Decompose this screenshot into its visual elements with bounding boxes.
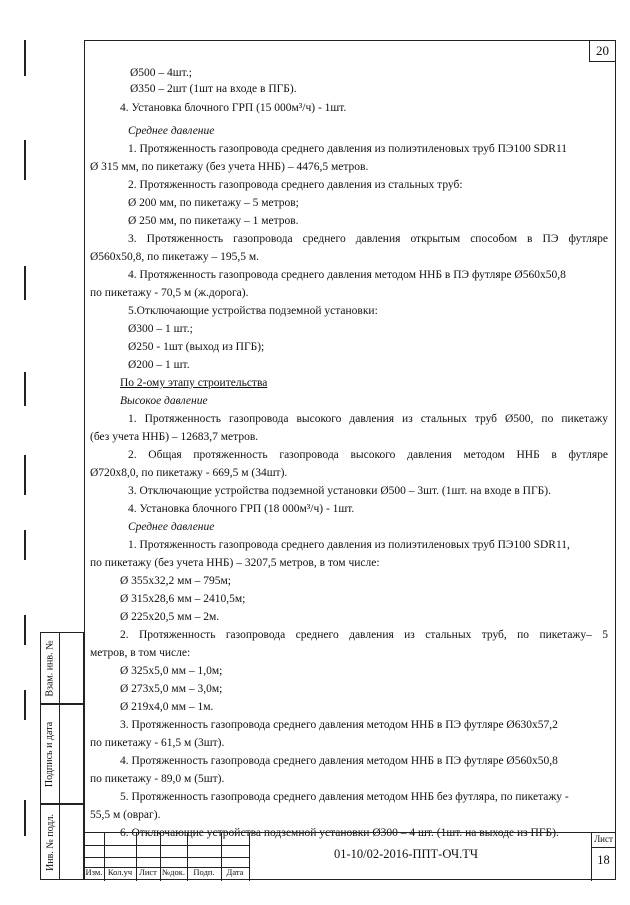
text-line: По 2-ому этапу строительства	[120, 377, 268, 389]
header-izm: Изм.	[85, 867, 103, 877]
page-number: 20	[589, 40, 616, 62]
text-line: Высокое давление	[120, 395, 208, 407]
header-kol-uch: Кол.уч	[107, 867, 133, 877]
text-line: метров, в том числе:	[90, 647, 191, 659]
text-line: по пикетажу - 61,5 м (3шт).	[90, 737, 225, 749]
header-n-dok: №док.	[162, 867, 185, 877]
text-line: 4. Протяженность газопровода среднего давления методом ННБ в ПЭ футляре Ø560x50,8	[120, 755, 558, 767]
text-line: Ø300 – 1 шт.;	[128, 323, 193, 335]
text-line: Ø 225x20,5 мм – 2м.	[120, 611, 220, 623]
text-line: (без учета ННБ) – 12683,7 метров.	[90, 431, 259, 443]
text-line: 1. Протяженность газопровода среднего давления из полиэтиленовых труб ПЭ100 SDR11,	[128, 539, 570, 551]
stamp-podpis-label: Подпись и дата	[44, 721, 56, 787]
text-line: Ø 200 мм, по пикетажу – 5 метров;	[128, 197, 299, 209]
text-line: Ø250 - 1шт (выход из ПГБ);	[128, 341, 265, 353]
margin-mark	[24, 40, 26, 76]
text-line: 4. Протяженность газопровода среднего давления методом ННБ в ПЭ футляре Ø560x50,8	[128, 269, 566, 281]
text-line: по пикетажу - 89,0 м (5шт).	[90, 773, 225, 785]
margin-mark	[24, 140, 26, 180]
margin-mark	[24, 455, 26, 495]
header-data: Дата	[226, 867, 244, 877]
stamp-vzam	[40, 632, 84, 704]
text-line: Ø200 – 1 шт.	[128, 359, 190, 371]
margin-mark	[24, 615, 26, 645]
title-block	[84, 832, 616, 881]
text-line: Ø350 – 2шт (1шт на входе в ПГБ).	[130, 83, 297, 95]
text-line: Ø 219x4,0 мм – 1м.	[120, 701, 214, 713]
margin-mark	[24, 372, 26, 406]
text-line: Ø 250 мм, по пикетажу – 1 метров.	[128, 215, 299, 227]
sheet-number: 18	[597, 853, 610, 867]
text-line: Среднее давление	[128, 521, 215, 533]
text-line: 1. Протяженность газопровода высокого давления из стальных труб Ø500, по пикетажу	[128, 413, 608, 425]
text-line: Ø720x8,0, по пикетажу - 669,5 м (34шт).	[90, 467, 288, 479]
margin-mark	[24, 266, 26, 300]
text-line: Ø 315x28,6 мм – 2410,5м;	[120, 593, 246, 605]
stamp-podpis	[40, 704, 84, 804]
text-line: Ø 273x5,0 мм – 3,0м;	[120, 683, 223, 695]
text-line: по пикетажу - 70,5 м (ж.дорога).	[90, 287, 249, 299]
header-podp: Подп.	[193, 867, 215, 877]
margin-mark	[24, 690, 26, 720]
text-line: 3. Отключающие устройства подземной установки Ø500 – 3шт. (1шт. на входе в ПГБ).	[128, 485, 551, 497]
text-line: 55,5 м (овраг).	[90, 809, 161, 821]
text-line: 5. Протяженность газопровода среднего давления методом ННБ без футляра, по пикетажу -	[120, 791, 569, 803]
text-line: по пикетажу (без учета ННБ) – 3207,5 метров, в том числе:	[90, 557, 380, 569]
text-line: 6. Отключающие устройства подземной установки Ø300 – 4 шт. (1шт. на выходе из ПГБ).	[120, 827, 559, 839]
document-code: 01-10/02-2016-ППТ-ОЧ.ТЧ	[334, 847, 479, 861]
text-line: 2. Общая протяженность газопровода высокого давления методом ННБ в футляре	[128, 449, 608, 461]
text-line: Среднее давление	[128, 125, 215, 137]
stamp-inv	[40, 804, 84, 880]
text-line: Ø 355x32,2 мм – 795м;	[120, 575, 231, 587]
stamp-inv-label: Инв. № подл.	[44, 813, 56, 871]
text-line: 2. Протяженность газопровода среднего давления из стальных труб, по пикетажу– 5	[120, 629, 608, 641]
text-line: 4. Установка блочного ГРП (18 000м³/ч) - 1шт.	[128, 503, 355, 515]
text-line: Ø560x50,8, по пикетажу – 195,5 м.	[90, 251, 260, 263]
text-line: 1. Протяженность газопровода среднего давления из полиэтиленовых труб ПЭ100 SDR11	[128, 143, 568, 155]
margin-mark	[24, 800, 26, 836]
text-line: 4. Установка блочного ГРП (15 000м³/ч) - 1шт.	[120, 102, 347, 114]
text-line: Ø 315 мм, по пикетажу (без учета ННБ) – 4476,5 метров.	[90, 161, 369, 173]
text-line: 2. Протяженность газопровода среднего давления из стальных труб:	[128, 179, 463, 191]
header-list: Лист	[139, 867, 157, 877]
text-line: 3. Протяженность газопровода среднего давления открытым способом в ПЭ футляре	[128, 233, 608, 245]
text-line: 5.Отключающие устройства подземной установки:	[128, 305, 378, 317]
text-line: 3. Протяженность газопровода среднего давления методом ННБ в ПЭ футляре Ø630x57,2	[120, 719, 558, 731]
stamp-vzam-label: Взам. инв. №	[44, 639, 56, 697]
text-line: Ø 325x5,0 мм – 1,0м;	[120, 665, 223, 677]
sheet-label: Лист	[594, 834, 613, 844]
text-line: Ø500 – 4шт.;	[130, 67, 192, 79]
margin-mark	[24, 530, 26, 560]
